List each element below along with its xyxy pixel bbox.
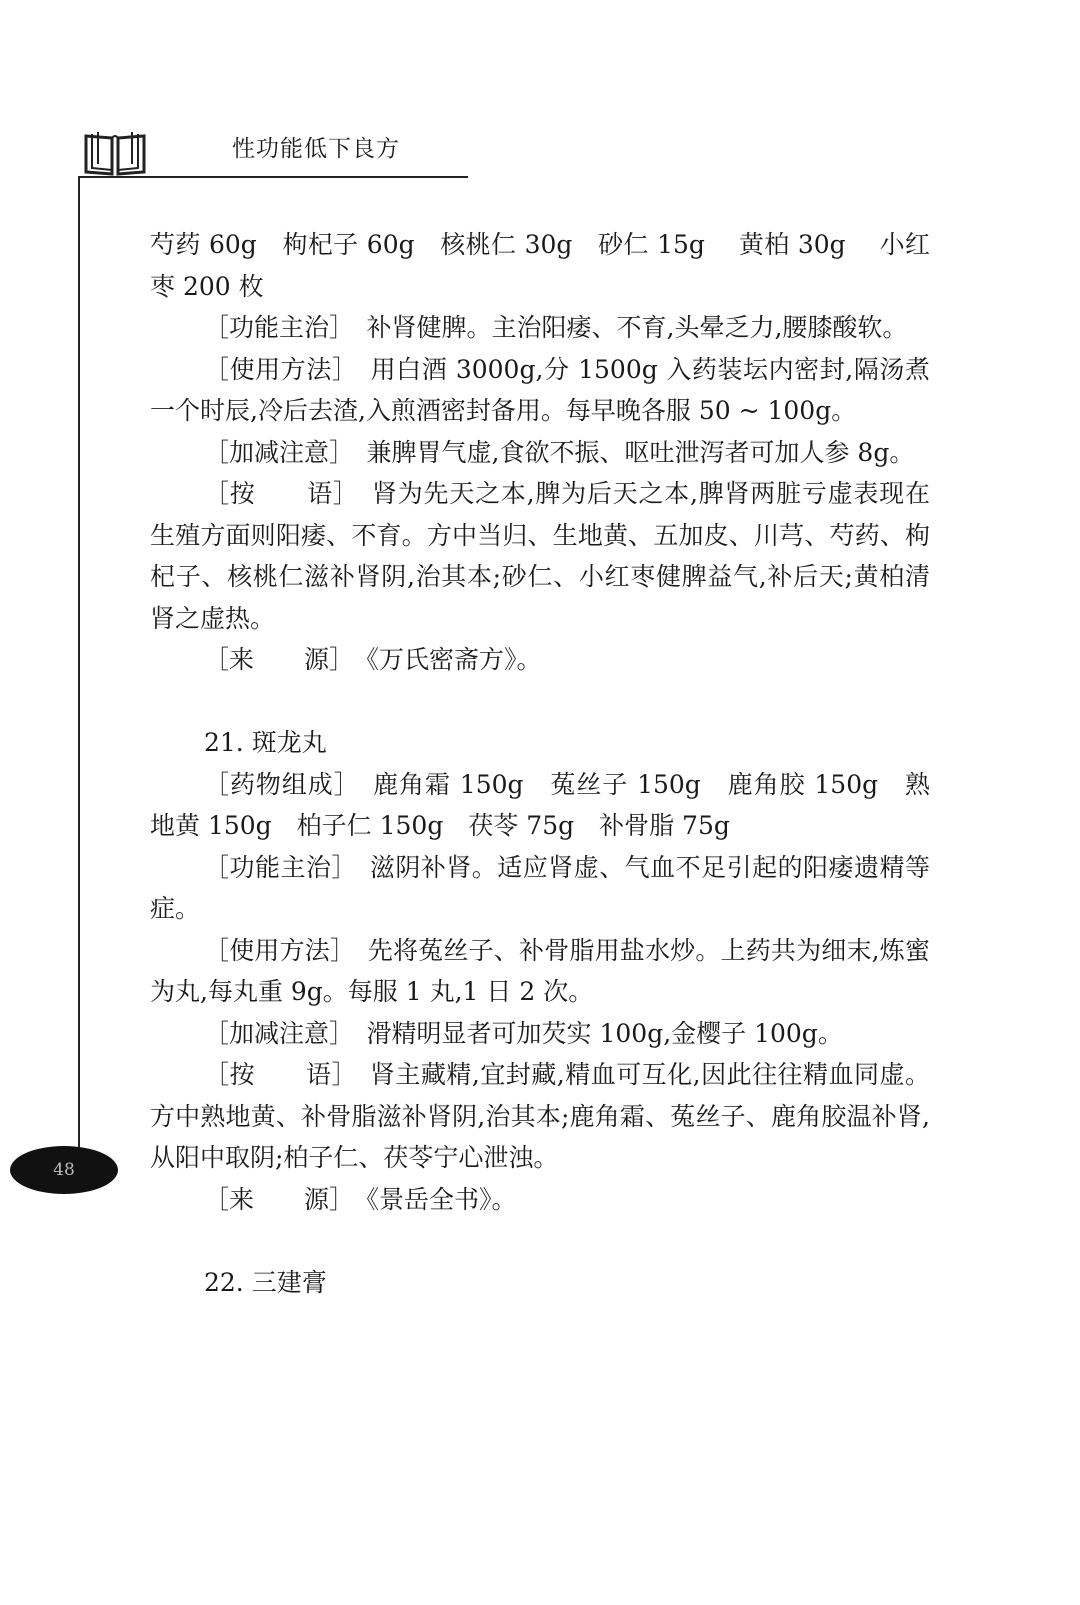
paragraph-gap: [150, 1220, 930, 1262]
paragraph: [150, 847, 930, 930]
header-rule: [78, 176, 468, 178]
paragraph-text: 鹿角霜 150g 菟丝子 150g 鹿角胶 150g 熟地黄 150g 柏子仁 150g 茯苓 75g 补骨脂 75g: [150, 769, 930, 840]
section-tag: ［按 语］: [204, 479, 347, 508]
paragraph: [150, 473, 930, 639]
paragraph: [150, 1179, 930, 1221]
section-tag: ［按 语］: [204, 1060, 345, 1089]
paragraph-text: 肾主藏精,宜封藏,精血可互化,因此往往精血同虚。方中熟地黄、补骨脂滋补肾阴,治其本;鹿角霜、菟丝子、鹿角胶温补肾,从阳中取阴;柏子仁、茯苓宁心泄浊。: [150, 1060, 930, 1172]
paragraph-text: 《万氏密斋方》。: [366, 645, 542, 674]
recipe-heading: [150, 1262, 930, 1304]
section-tag: ［功能主治］: [204, 852, 345, 882]
section-tag: ［药物组成］: [204, 769, 348, 799]
paragraph-gap: [150, 681, 930, 723]
paragraph-text: 用白酒 3000g,分 1500g 入药装坛内密封,隔汤煮一个时辰,冷后去渣,入煎酒密封备用。每早晚各服 50 ~ 100g。: [150, 354, 930, 425]
section-tag: ［加减注意］: [204, 1018, 342, 1048]
paragraph-text: 芍药 60g 枸杞子 60g 核桃仁 30g 砂仁 15g 黄柏 30g 小红枣 200 枚: [150, 230, 930, 301]
paragraph-text: 肾为先天之本,脾为后天之本,脾肾两脏亏虚表现在生殖方面则阳痿、不育。方中当归、生地黄、五加皮、川芎、芍药、枸杞子、核桃仁滋补肾阴,治其本;砂仁、小红枣健脾益气,补后天;黄柏清肾之虚热。: [150, 479, 930, 633]
paragraph: [150, 930, 930, 1013]
paragraph-text: 滑精明显者可加芡实 100g,金樱子 100g。: [366, 1018, 843, 1048]
paragraph-text: 21. 斑龙丸: [204, 728, 327, 757]
section-tag: ［来 源］: [204, 645, 342, 674]
paragraph: [150, 639, 930, 681]
paragraph-text: 22. 三建膏: [204, 1267, 327, 1297]
section-tag: ［加减注意］: [204, 437, 342, 467]
paragraph: [150, 1013, 930, 1055]
book-icon: [82, 128, 148, 178]
paragraph-text: 滋阴补肾。适应肾虚、气血不足引起的阳痿遗精等症。: [150, 852, 930, 923]
paragraph: [150, 349, 930, 432]
section-tag: ［使用方法］: [204, 354, 345, 384]
paragraph-text: 兼脾胃气虚,食欲不振、呕吐泄泻者可加人参 8g。: [366, 437, 915, 467]
paragraph: [150, 432, 930, 474]
section-tag: ［使用方法］: [204, 935, 343, 965]
side-rule: [78, 176, 80, 1166]
paragraph: [150, 1054, 930, 1179]
paragraph-text: 《景岳全书》。: [366, 1184, 517, 1214]
section-tag: ［来 源］: [204, 1184, 342, 1214]
paragraph: [150, 764, 930, 847]
section-tag: ［功能主治］: [204, 313, 342, 342]
paragraph: [150, 224, 930, 307]
paragraph: [150, 307, 930, 349]
page-number: 48: [10, 1146, 118, 1194]
running-title: 性功能低下良方: [232, 136, 400, 162]
paragraph-text: 补肾健脾。主治阳痿、不育,头晕乏力,腰膝酸软。: [366, 313, 908, 342]
page-body: [150, 224, 930, 1303]
paragraph-text: 先将菟丝子、补骨脂用盐水炒。上药共为细末,炼蜜为丸,每丸重 9g。每服 1 丸,1 日 2 次。: [150, 935, 930, 1006]
recipe-heading: [150, 722, 930, 764]
